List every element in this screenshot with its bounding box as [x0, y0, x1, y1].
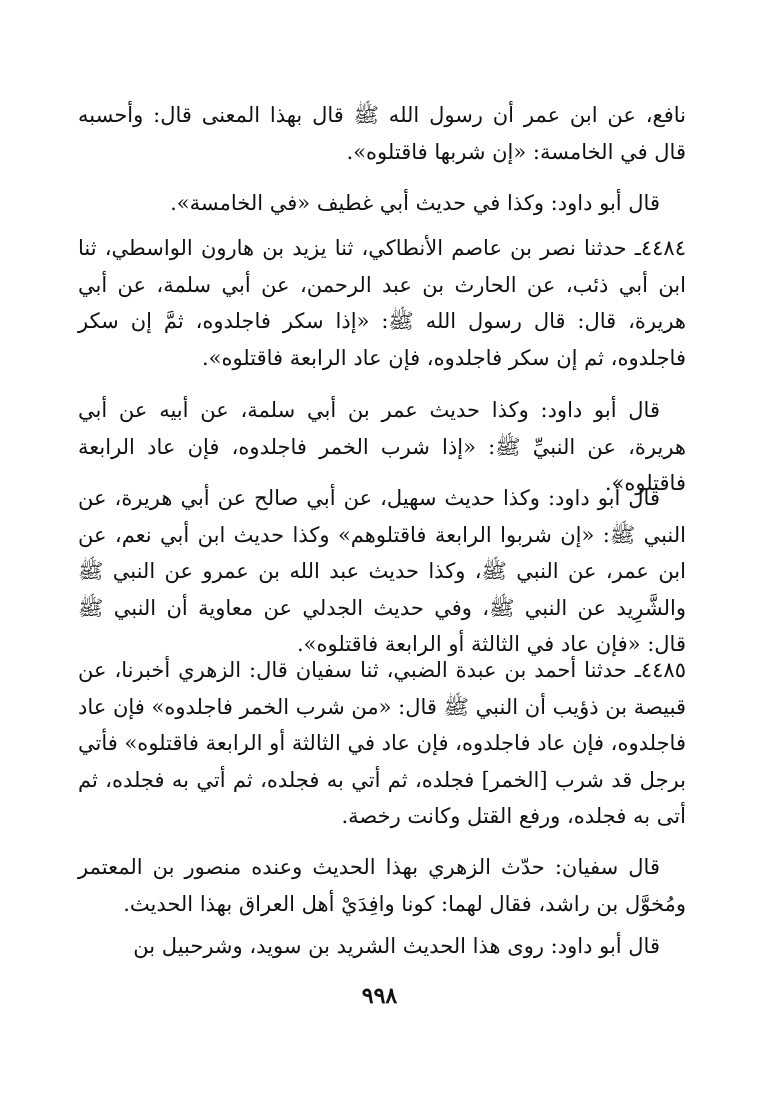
paragraph-hadith-4485: ٤٤٨٥ـ حدثنا أحمد بن عبدة الضبي، ثنا سفيان قال: الزهري أخبرنا، عن قبيصة بن ذؤيب أن النبي ﷺ قال: «من شرب الخمر فاجلدوه» فإن عاد فاجلدوه، فإن عاد فاجلدوه، فإن عاد في الثالثة أو الرابعة فاقتلوه» فأتي برجل قد شرب [الخمر] فجلده، ثم أتي به فجلده، ثم أتي به فجلده، ثم أتى به فجلده، ورفع القتل وكانت رخصة.	[78, 658, 686, 828]
paragraph-abu-dawud-note-1: قال أبو داود: وكذا في حديث أبي غطيف «في الخامسة».	[170, 191, 660, 215]
paragraph-abu-dawud-note-4: قال أبو داود: روى هذا الحديث الشريد بن سويد، وشرحبيل بن	[133, 934, 660, 958]
paragraph-hadith-4484: ٤٤٨٤ـ حدثنا نصر بن عاصم الأنطاكي، ثنا يزيد بن هارون الواسطي، ثنا ابن أبي ذئب، عن الحارث بن عبد الرحمن، عن أبي سلمة، عن أبي هريرة، قال: قال رسول الله ﷺ: «إذا سكر فاجلدوه، ثمَّ إن سكر فاجلدوه، ثم إن سكر فاجلدوه، فإن عاد الرابعة فاقتلوه».	[78, 236, 686, 370]
paragraph-sufyan-note: قال سفيان: حدّث الزهري بهذا الحديث وعنده منصور بن المعتمر ومُخوَّل بن راشد، فقال لهما: كونا وافِدَيْ أهل العراق بهذا الحديث.	[78, 855, 686, 916]
page-number: ٩٩٨	[361, 983, 398, 1009]
paragraph-abu-dawud-note-2: قال أبو داود: وكذا حديث عمر بن أبي سلمة، عن أبيه عن أبي هريرة، عن النبيِّ ﷺ: «إذا شرب الخمر فاجلدوه، فإن عاد الرابعة فاقتلوه».	[78, 398, 686, 495]
paragraph-nafi-continuation: نافع، عن ابن عمر أن رسول الله ﷺ قال بهذا المعنى قال: وأحسبه قال في الخامسة: «إن شربها فاقتلوه».	[78, 103, 686, 164]
paragraph-abu-dawud-note-3: قال أبو داود: وكذا حديث سهيل، عن أبي صالح عن أبي هريرة، عن النبي ﷺ: «إن شربوا الرابعة فاقتلوهم» وكذا حديث ابن أبي نعم، عن ابن عمر، عن النبي ﷺ، وكذا حديث عبد الله بن عمرو عن النبي ﷺ والشَّرِيد عن النبي ﷺ، وفي حديث الجدلي عن معاوية أن النبي ﷺ قال: «فإن عاد في الثالثة أو الرابعة فاقتلوه».	[78, 486, 686, 656]
